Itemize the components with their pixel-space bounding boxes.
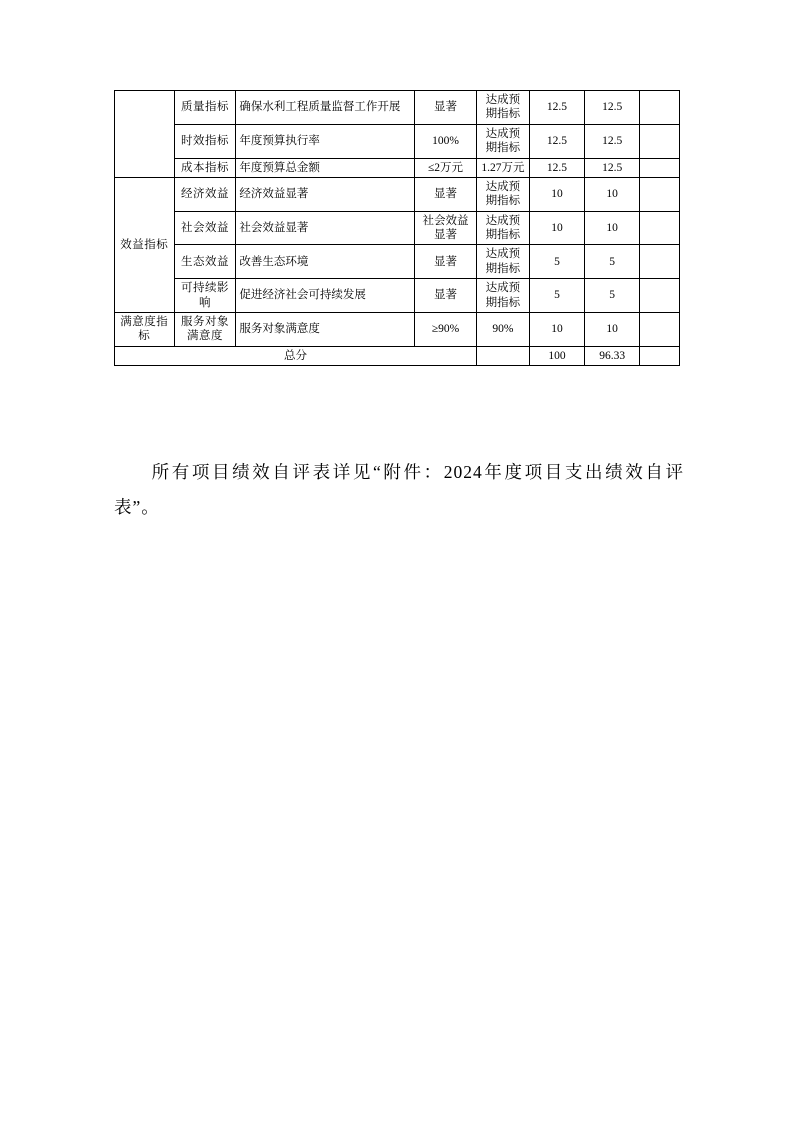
table-row: [115, 279, 680, 313]
cell-note: [640, 312, 680, 346]
cell-score: 5: [529, 279, 584, 313]
cell-subcategory: 生态效益: [174, 245, 236, 279]
performance-indicator-table: [114, 90, 680, 366]
cell-subcategory: 服务对象满意度: [174, 312, 236, 346]
cell-description: 年度预算总金额: [236, 158, 415, 177]
cell-note: [640, 91, 680, 125]
cell-score: 12.5: [529, 158, 584, 177]
cell-description: 年度预算执行率: [236, 124, 415, 158]
cell-subcategory: 质量指标: [174, 91, 236, 125]
cell-total-got: 96.33: [585, 346, 640, 365]
cell-description: 改善生态环境: [236, 245, 415, 279]
cell-description: 促进经济社会可持续发展: [236, 279, 415, 313]
cell-got: 12.5: [585, 124, 640, 158]
cell-actual: 达成预期指标: [476, 91, 529, 125]
cell-category: 满意度指标: [115, 312, 175, 346]
cell-got: 5: [585, 279, 640, 313]
cell-target: ≤2万元: [415, 158, 477, 177]
cell-note: [640, 124, 680, 158]
cell-note: [640, 211, 680, 245]
cell-got: 10: [585, 312, 640, 346]
cell-actual: 达成预期指标: [476, 177, 529, 211]
cell-actual: 达成预期指标: [476, 279, 529, 313]
cell-target: 显著: [415, 177, 477, 211]
cell-note: [640, 279, 680, 313]
cell-note: [640, 177, 680, 211]
cell-actual: 达成预期指标: [476, 211, 529, 245]
cell-got: 5: [585, 245, 640, 279]
cell-score: 10: [529, 211, 584, 245]
cell-score: 10: [529, 177, 584, 211]
cell-got: 10: [585, 177, 640, 211]
table-row: [115, 312, 680, 346]
table-row: [115, 91, 680, 125]
cell-score: 12.5: [529, 124, 584, 158]
cell-got: 10: [585, 211, 640, 245]
table-row: [115, 245, 680, 279]
table-total-row: [115, 346, 680, 365]
cell-subcategory: 可持续影响: [174, 279, 236, 313]
paragraph-text: 所有项目绩效自评表详见“附件：2024年度项目支出绩效自评表”。: [114, 462, 684, 517]
cell-actual: 90%: [476, 312, 529, 346]
cell-total-blank: [476, 346, 529, 365]
cell-target: 社会效益显著: [415, 211, 477, 245]
cell-actual: 1.27万元: [476, 158, 529, 177]
cell-actual: 达成预期指标: [476, 124, 529, 158]
cell-description: 经济效益显著: [236, 177, 415, 211]
cell-description: 社会效益显著: [236, 211, 415, 245]
cell-description: 确保水利工程质量监督工作开展: [236, 91, 415, 125]
table-row: [115, 177, 680, 211]
cell-subcategory: 时效指标: [174, 124, 236, 158]
cell-subcategory: 经济效益: [174, 177, 236, 211]
cell-note: [640, 245, 680, 279]
body-paragraph: [114, 455, 684, 525]
cell-score: 10: [529, 312, 584, 346]
table-row: [115, 158, 680, 177]
cell-total-label: 总分: [115, 346, 477, 365]
cell-target: 显著: [415, 279, 477, 313]
cell-total-note: [640, 346, 680, 365]
cell-actual: 达成预期指标: [476, 245, 529, 279]
cell-target: 100%: [415, 124, 477, 158]
cell-subcategory: 社会效益: [174, 211, 236, 245]
table-row: [115, 211, 680, 245]
cell-got: 12.5: [585, 91, 640, 125]
cell-score: 5: [529, 245, 584, 279]
cell-description: 服务对象满意度: [236, 312, 415, 346]
cell-target: ≥90%: [415, 312, 477, 346]
cell-got: 12.5: [585, 158, 640, 177]
cell-total-score: 100: [529, 346, 584, 365]
table-row: [115, 124, 680, 158]
cell-target: 显著: [415, 245, 477, 279]
cell-category: [115, 91, 175, 178]
cell-subcategory: 成本指标: [174, 158, 236, 177]
cell-score: 12.5: [529, 91, 584, 125]
cell-note: [640, 158, 680, 177]
performance-table-container: [114, 90, 680, 366]
cell-category: 效益指标: [115, 177, 175, 312]
cell-target: 显著: [415, 91, 477, 125]
